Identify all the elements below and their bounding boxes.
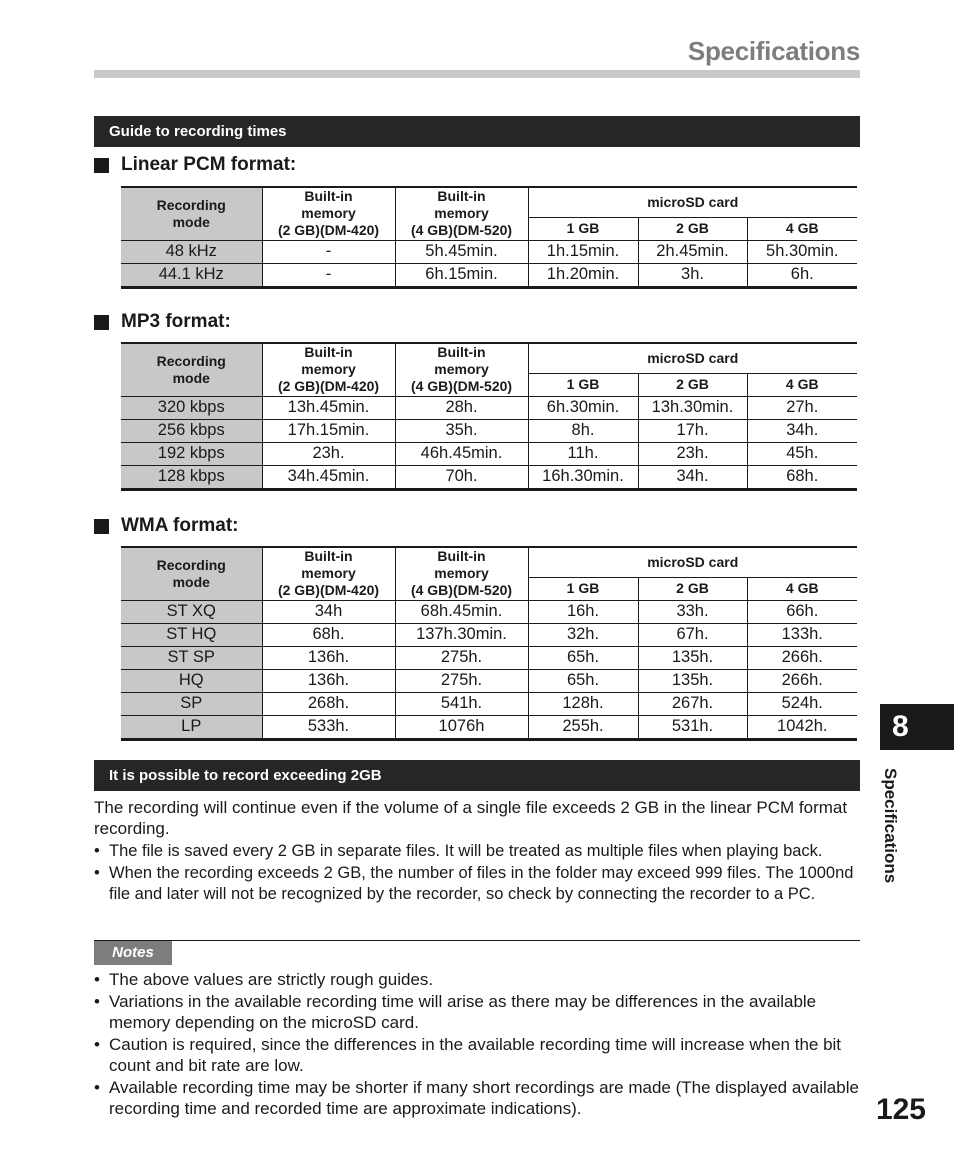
table-cell: 275h.	[395, 646, 528, 669]
table-row	[121, 240, 857, 263]
header-line: Built-in	[304, 188, 353, 205]
square-bullet-icon	[94, 315, 109, 330]
table-cell: HQ	[121, 669, 262, 692]
header-line: Built-in	[304, 344, 353, 361]
table-cell: 33h.	[638, 600, 747, 623]
exceed-bullets	[94, 841, 864, 906]
header-line: memory	[434, 205, 489, 222]
table-cell: ST XQ	[121, 600, 262, 623]
table-row	[121, 263, 857, 287]
table-row	[121, 465, 857, 489]
table-cell: 128h.	[528, 692, 638, 715]
header-line: (4 GB)(DM-520)	[410, 378, 513, 395]
header-line: Recording	[156, 352, 226, 369]
format-heading-label: WMA format:	[121, 515, 239, 536]
list-item: • When the recording exceeds 2 GB, the number of files in the folder may exceed 999 files. The 1000nd file and later will not be recognized by the recorder, so check by connecting the recorder to a PC.	[94, 863, 864, 905]
table-cell: 320 kbps	[121, 396, 262, 419]
header-4gb: 4 GB	[747, 217, 857, 240]
notes-rule	[94, 940, 860, 941]
table-cell: 17h.	[638, 419, 747, 442]
table-cell: 275h.	[395, 669, 528, 692]
table-wma	[121, 546, 857, 741]
table-cell: 1h.20min.	[528, 263, 638, 287]
table-cell: 11h.	[528, 442, 638, 465]
section-guide-bar: Guide to recording times	[94, 116, 860, 147]
header-2gb: 2 GB	[638, 373, 747, 396]
header-line: mode	[172, 369, 210, 386]
table-mp3	[121, 342, 857, 491]
format-heading-pcm	[94, 154, 296, 176]
header-line: Built-in	[304, 548, 353, 565]
header-2gb: 2 GB	[638, 217, 747, 240]
table-cell: 266h.	[747, 646, 857, 669]
table-cell: 6h.30min.	[528, 396, 638, 419]
format-heading-label: MP3 format:	[121, 311, 231, 332]
table-cell: 136h.	[262, 646, 395, 669]
table-cell: 34h.45min.	[262, 465, 395, 489]
header-recording-mode	[121, 187, 262, 240]
header-1gb: 1 GB	[528, 577, 638, 600]
table-cell: 45h.	[747, 442, 857, 465]
table-cell: 34h.	[638, 465, 747, 489]
header-builtin-420	[262, 187, 395, 240]
table-cell: ST SP	[121, 646, 262, 669]
header-line: (4 GB)(DM-520)	[410, 582, 513, 599]
header-builtin-420	[262, 343, 395, 396]
table-cell: 28h.	[395, 396, 528, 419]
table-cell: 6h.	[747, 263, 857, 287]
header-builtin-520	[395, 187, 528, 240]
table-cell: 192 kbps	[121, 442, 262, 465]
table-row	[121, 692, 857, 715]
header-line: (4 GB)(DM-520)	[410, 222, 513, 239]
table-cell: 68h.	[747, 465, 857, 489]
header-line: Built-in	[437, 188, 486, 205]
header-builtin-520	[395, 547, 528, 600]
table-cell: 541h.	[395, 692, 528, 715]
table-cell: 1h.15min.	[528, 240, 638, 263]
table-cell: 35h.	[395, 419, 528, 442]
table-cell: 23h.	[638, 442, 747, 465]
header-1gb: 1 GB	[528, 217, 638, 240]
notes-list	[94, 969, 864, 1120]
header-line: Recording	[156, 556, 226, 573]
list-item: • Caution is required, since the differences in the available recording time will increase when the bit count and bit rate are low.	[94, 1034, 864, 1076]
table-cell: 267h.	[638, 692, 747, 715]
table-cell: 13h.45min.	[262, 396, 395, 419]
header-line: Built-in	[437, 344, 486, 361]
title-rule	[94, 70, 860, 78]
table-cell: 255h.	[528, 715, 638, 739]
table-cell: 531h.	[638, 715, 747, 739]
header-2gb: 2 GB	[638, 577, 747, 600]
header-line: memory	[301, 361, 356, 378]
square-bullet-icon	[94, 519, 109, 534]
table-row	[121, 646, 857, 669]
list-item: • The file is saved every 2 GB in separate files. It will be treated as multiple files when playing back.	[94, 841, 864, 862]
table-cell: 32h.	[528, 623, 638, 646]
table-cell: 65h.	[528, 669, 638, 692]
table-cell: 5h.30min.	[747, 240, 857, 263]
table-cell: 67h.	[638, 623, 747, 646]
table-cell: 23h.	[262, 442, 395, 465]
exceed-paragraph: The recording will continue even if the volume of a single file exceeds 2 GB in the linear PCM format recording.	[94, 798, 848, 838]
table-cell: 137h.30min.	[395, 623, 528, 646]
page-title: Specifications	[687, 36, 860, 66]
table-cell: 256 kbps	[121, 419, 262, 442]
header-line: Built-in	[437, 548, 486, 565]
header-microsd: microSD card	[528, 343, 857, 373]
table-cell: 68h.45min.	[395, 600, 528, 623]
table-row	[121, 442, 857, 465]
header-microsd: microSD card	[528, 187, 857, 217]
header-4gb: 4 GB	[747, 577, 857, 600]
header-recording-mode	[121, 547, 262, 600]
table-cell: 16h.	[528, 600, 638, 623]
table-cell: 16h.30min.	[528, 465, 638, 489]
table-cell: 46h.45min.	[395, 442, 528, 465]
square-bullet-icon	[94, 158, 109, 173]
table-cell: 2h.45min.	[638, 240, 747, 263]
header-builtin-420	[262, 547, 395, 600]
table-row	[121, 396, 857, 419]
table-row	[121, 715, 857, 739]
section-exceed-bar: It is possible to record exceeding 2GB	[94, 760, 860, 791]
page-number: 125	[875, 1093, 926, 1126]
table-cell: 266h.	[747, 669, 857, 692]
header-4gb: 4 GB	[747, 373, 857, 396]
header-line: mode	[172, 213, 210, 230]
table-row	[121, 669, 857, 692]
table-cell: 34h	[262, 600, 395, 623]
table-cell: 524h.	[747, 692, 857, 715]
table-cell: 268h.	[262, 692, 395, 715]
header-line: (2 GB)(DM-420)	[277, 222, 380, 239]
table-cell: 128 kbps	[121, 465, 262, 489]
header-recording-mode	[121, 343, 262, 396]
header-line: memory	[434, 565, 489, 582]
table-cell: -	[262, 240, 395, 263]
table-cell: 135h.	[638, 669, 747, 692]
table-cell: 8h.	[528, 419, 638, 442]
chapter-side-text: Specifications	[881, 768, 900, 884]
format-heading-label: Linear PCM format:	[121, 154, 297, 175]
notes-label: Notes	[94, 941, 172, 965]
header-builtin-520	[395, 343, 528, 396]
chapter-tab: 8	[880, 704, 954, 750]
list-item: • The above values are strictly rough guides.	[94, 969, 864, 990]
table-pcm	[121, 186, 857, 289]
header-line: mode	[172, 573, 210, 590]
table-cell: 68h.	[262, 623, 395, 646]
table-row	[121, 623, 857, 646]
table-cell: 70h.	[395, 465, 528, 489]
table-row	[121, 600, 857, 623]
table-cell: 34h.	[747, 419, 857, 442]
format-heading-wma	[94, 515, 239, 537]
header-microsd: microSD card	[528, 547, 857, 577]
table-cell: -	[262, 263, 395, 287]
table-cell: 5h.45min.	[395, 240, 528, 263]
header-line: memory	[301, 205, 356, 222]
table-cell: 17h.15min.	[262, 419, 395, 442]
header-line: (2 GB)(DM-420)	[277, 378, 380, 395]
table-cell: 533h.	[262, 715, 395, 739]
list-item: • Available recording time may be shorter if many short recordings are made (The displayed available recording time and recorded time are approximate indications).	[94, 1077, 864, 1119]
table-cell: ST HQ	[121, 623, 262, 646]
header-line: (2 GB)(DM-420)	[277, 582, 380, 599]
header-line: memory	[301, 565, 356, 582]
table-cell: 13h.30min.	[638, 396, 747, 419]
table-cell: 66h.	[747, 600, 857, 623]
table-cell: 3h.	[638, 263, 747, 287]
table-cell: 133h.	[747, 623, 857, 646]
header-line: memory	[434, 361, 489, 378]
table-cell: 1076h	[395, 715, 528, 739]
header-1gb: 1 GB	[528, 373, 638, 396]
table-cell: 44.1 kHz	[121, 263, 262, 287]
table-cell: LP	[121, 715, 262, 739]
table-cell: SP	[121, 692, 262, 715]
table-cell: 136h.	[262, 669, 395, 692]
table-cell: 1042h.	[747, 715, 857, 739]
list-item: • Variations in the available recording time will arise as there may be differences in the available memory depending on the microSD card.	[94, 991, 864, 1033]
chapter-side-label	[860, 768, 940, 888]
table-cell: 135h.	[638, 646, 747, 669]
table-cell: 27h.	[747, 396, 857, 419]
table-cell: 65h.	[528, 646, 638, 669]
table-row	[121, 419, 857, 442]
table-cell: 48 kHz	[121, 240, 262, 263]
header-line: Recording	[156, 196, 226, 213]
table-cell: 6h.15min.	[395, 263, 528, 287]
format-heading-mp3	[94, 311, 231, 333]
